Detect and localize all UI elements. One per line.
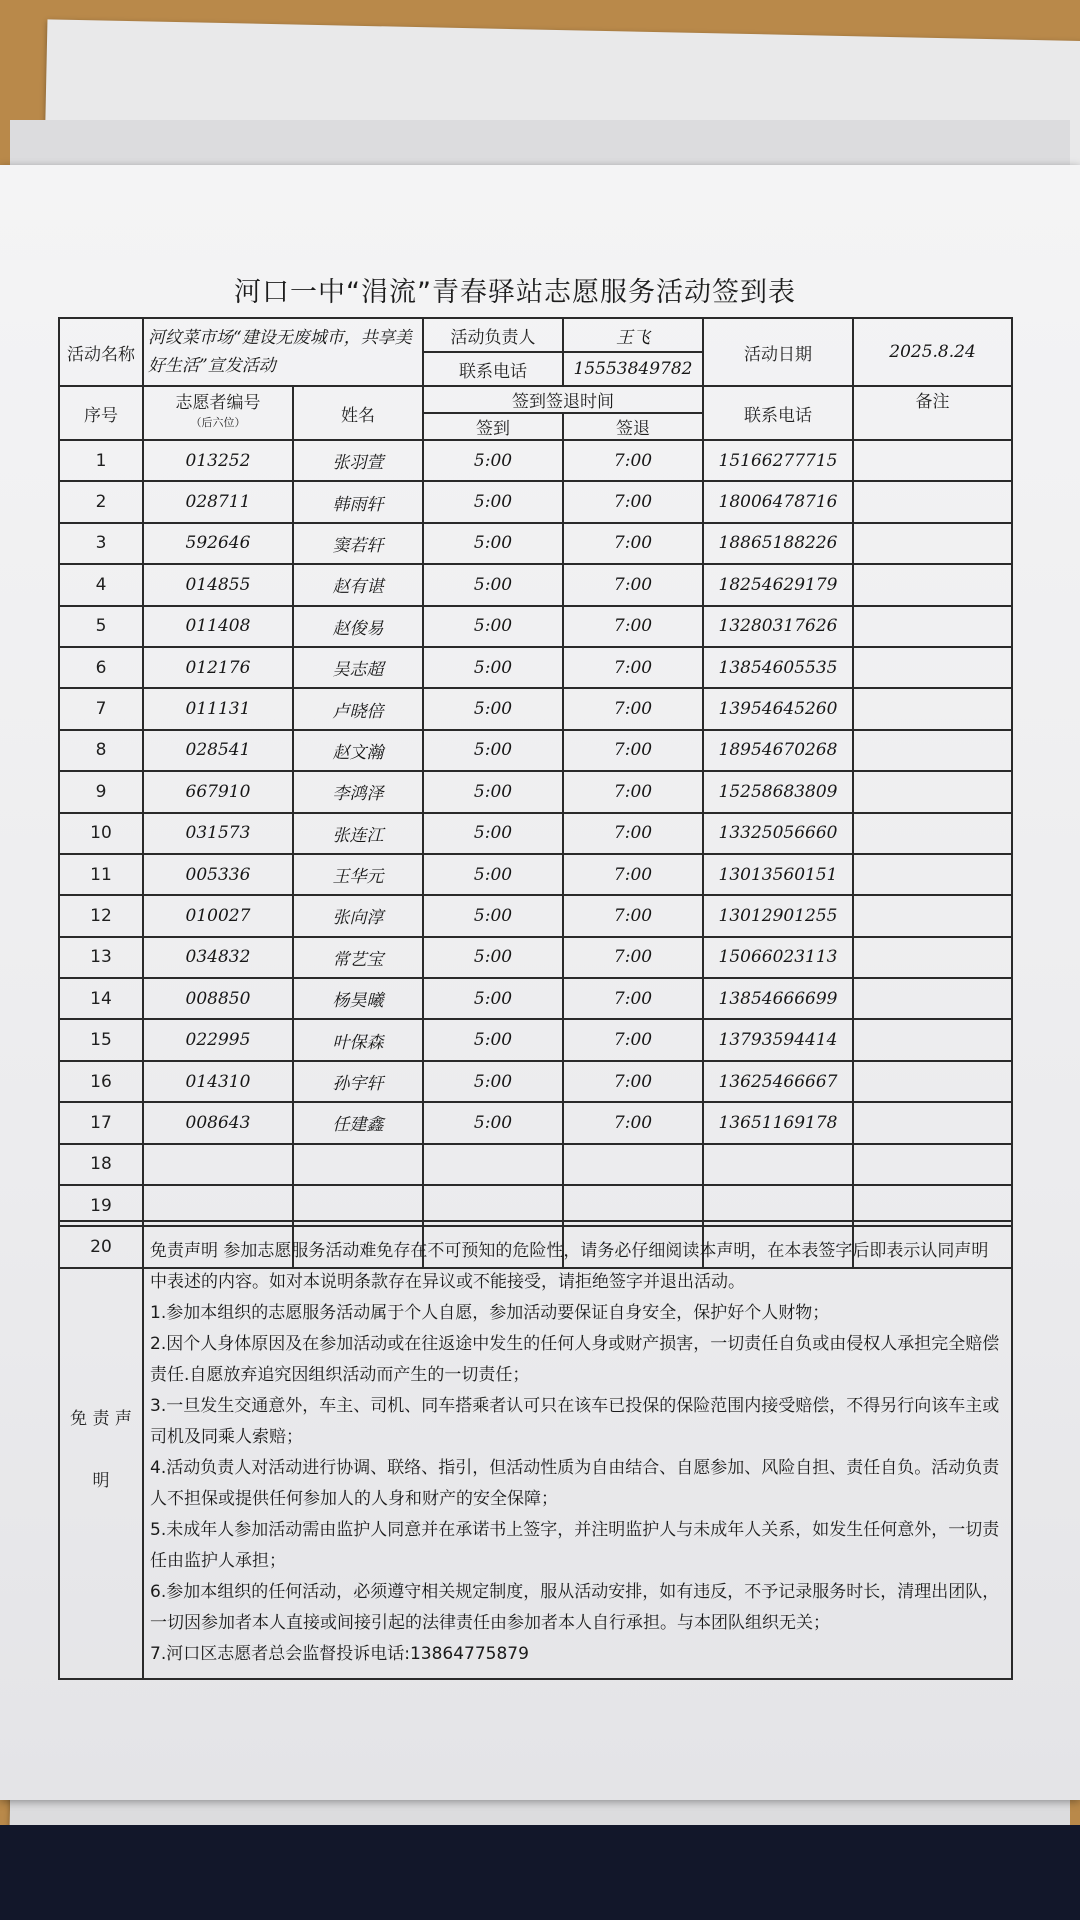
sign-in-time: 5:00 — [423, 1102, 563, 1143]
name-header: 姓名 — [293, 386, 423, 440]
disclaimer-table — [58, 1220, 1013, 1680]
row-number: 9 — [59, 771, 143, 812]
disclaimer-item: 1.参加本组织的志愿服务活动属于个人自愿，参加活动要保证自身安全，保护好个人财物； — [150, 1303, 830, 1323]
volunteer-id: 008850 — [143, 978, 293, 1019]
leader-value: 王飞 — [563, 318, 703, 352]
volunteer-phone: 18954670268 — [703, 730, 853, 771]
remark — [853, 895, 1012, 936]
row-number: 12 — [59, 895, 143, 936]
sign-in-time: 5:00 — [423, 440, 563, 481]
volunteer-name: 杨昊曦 — [293, 978, 423, 1019]
volunteer-phone: 15066023113 — [703, 937, 853, 978]
remark — [853, 440, 1012, 481]
volunteer-id-header-sub: （后六位） — [190, 416, 246, 429]
volunteer-id: 010027 — [143, 895, 293, 936]
table-row — [59, 440, 1012, 481]
volunteer-phone: 13854605535 — [703, 647, 853, 688]
sign-in-time: 5:00 — [423, 1019, 563, 1060]
remark — [853, 730, 1012, 771]
remark — [853, 813, 1012, 854]
volunteer-id — [143, 1144, 293, 1185]
volunteer-phone: 13651169178 — [703, 1102, 853, 1143]
sign-out-time: 7:00 — [563, 481, 703, 522]
table-row — [59, 481, 1012, 522]
volunteer-id: 592646 — [143, 523, 293, 564]
signin-time-header: 签到签退时间 — [423, 386, 703, 413]
disclaimer-text — [143, 1221, 1012, 1679]
volunteer-phone: 13854666699 — [703, 978, 853, 1019]
table-row — [59, 606, 1012, 647]
sign-out-time: 7:00 — [563, 1019, 703, 1060]
remark — [853, 481, 1012, 522]
sign-in-time: 5:00 — [423, 647, 563, 688]
volunteer-phone: 18865188226 — [703, 523, 853, 564]
sign-out-time: 7:00 — [563, 606, 703, 647]
sign-out-time: 7:00 — [563, 647, 703, 688]
volunteer-phone — [703, 1144, 853, 1185]
disclaimer-item: 4.活动负责人对活动进行协调、联络、指引，但活动性质为自由结合、自愿参加、风险自担、责任自负。活动负责人不担保或提供任何参加人的人身和财产的安全保障； — [150, 1458, 1000, 1509]
sign-in-time: 5:00 — [423, 1061, 563, 1102]
sign-in-sheet — [0, 165, 1080, 1800]
remark-header: 备注 — [853, 386, 1012, 440]
row-number: 8 — [59, 730, 143, 771]
sign-out-time: 7:00 — [563, 1102, 703, 1143]
table-row — [59, 1144, 1012, 1185]
volunteer-id: 014855 — [143, 564, 293, 605]
table-row — [59, 937, 1012, 978]
remark — [853, 771, 1012, 812]
table-row — [59, 564, 1012, 605]
volunteer-id: 031573 — [143, 813, 293, 854]
volunteer-phone: 15258683809 — [703, 771, 853, 812]
volunteer-name: 张向淳 — [293, 895, 423, 936]
sign-in-time: 5:00 — [423, 813, 563, 854]
row-number: 20 — [59, 1226, 143, 1267]
sign-in-time: 5:00 — [423, 481, 563, 522]
row-number: 11 — [59, 854, 143, 895]
volunteer-name: 卢晓倍 — [293, 688, 423, 729]
sign-out-time: 7:00 — [563, 978, 703, 1019]
sign-out-time: 7:00 — [563, 730, 703, 771]
remark — [853, 978, 1012, 1019]
row-number: 6 — [59, 647, 143, 688]
disclaimer-item: 7.河口区志愿者总会监督投诉电话:13864775879 — [150, 1644, 529, 1664]
disclaimer-side-label: 免 责 声 明 — [59, 1221, 143, 1679]
volunteer-phone: 18254629179 — [703, 564, 853, 605]
sign-in-time: 5:00 — [423, 937, 563, 978]
remark — [853, 937, 1012, 978]
volunteer-id-header-label: 志愿者编号 — [175, 393, 261, 413]
volunteer-id: 667910 — [143, 771, 293, 812]
activity-name-label: 活动名称 — [59, 318, 143, 386]
disclaimer-item: 2.因个人身体原因及在参加活动或在往返途中发生的任何人身或财产损害，一切责任自负或由侵权人承担完全赔偿责任.自愿放弃追究因组织活动而产生的一切责任； — [150, 1334, 1000, 1385]
remark — [853, 1019, 1012, 1060]
sign-in-time: 5:00 — [423, 854, 563, 895]
row-number: 16 — [59, 1061, 143, 1102]
volunteer-name: 张羽萱 — [293, 440, 423, 481]
remark — [853, 564, 1012, 605]
volunteer-id: 011131 — [143, 688, 293, 729]
table-row — [59, 813, 1012, 854]
volunteer-id: 022995 — [143, 1019, 293, 1060]
table-row — [59, 1019, 1012, 1060]
row-number: 5 — [59, 606, 143, 647]
leader-label: 活动负责人 — [423, 318, 563, 352]
activity-date-label: 活动日期 — [703, 318, 853, 386]
table-row — [59, 854, 1012, 895]
row-number: 2 — [59, 481, 143, 522]
disclaimer-item: 5.未成年人参加活动需由监护人同意并在承诺书上签字，并注明监护人与未成年人关系，如发生任何意外，一切责任由监护人承担； — [150, 1520, 1000, 1571]
sign-out-time: 7:00 — [563, 523, 703, 564]
index-header: 序号 — [59, 386, 143, 440]
volunteer-id: 028541 — [143, 730, 293, 771]
table-row — [59, 523, 1012, 564]
leader-phone-label: 联系电话 — [423, 352, 563, 386]
leader-phone-value: 15553849782 — [563, 352, 703, 386]
phone-header: 联系电话 — [703, 386, 853, 440]
row-number: 1 — [59, 440, 143, 481]
volunteer-name: 李鸿泽 — [293, 771, 423, 812]
volunteer-phone: 15166277715 — [703, 440, 853, 481]
volunteer-name: 赵有谌 — [293, 564, 423, 605]
row-number: 13 — [59, 937, 143, 978]
volunteer-phone: 13793594414 — [703, 1019, 853, 1060]
sign-in-table — [58, 317, 1013, 1269]
sign-in-time: 5:00 — [423, 606, 563, 647]
volunteer-id: 028711 — [143, 481, 293, 522]
disclaimer-item: 6.参加本组织的任何活动，必须遵守相关规定制度，服从活动安排，如有违反，不予记录服务时长，清理出团队，一切因参加者本人直接或间接引起的法律责任由参加者本人自行承担。与本团队组织无关； — [150, 1582, 1000, 1633]
table-row — [59, 895, 1012, 936]
sign-out-time: 7:00 — [563, 813, 703, 854]
remark — [853, 854, 1012, 895]
row-number: 15 — [59, 1019, 143, 1060]
page-title: 河口一中“涓流”青春驿站志愿服务活动签到表 — [234, 277, 796, 308]
sign-out-time: 7:00 — [563, 895, 703, 936]
volunteer-id: 014310 — [143, 1061, 293, 1102]
remark — [853, 606, 1012, 647]
sign-out-time: 7:00 — [563, 771, 703, 812]
sign-in-header: 签到 — [423, 413, 563, 440]
activity-date-value: 2025.8.24 — [853, 318, 1012, 386]
remark — [853, 1144, 1012, 1185]
sign-out-time: 7:00 — [563, 440, 703, 481]
sign-out-time: 7:00 — [563, 854, 703, 895]
volunteer-name: 赵文瀚 — [293, 730, 423, 771]
sign-in-time: 5:00 — [423, 771, 563, 812]
sign-in-time: 5:00 — [423, 978, 563, 1019]
remark — [853, 647, 1012, 688]
disclaimer-item: 3.一旦发生交通意外，车主、司机、同车搭乘者认可只在该车已投保的保险范围内接受赔偿，不得另行向该车主或司机及同乘人索赔； — [150, 1396, 1000, 1447]
volunteer-phone: 13013560151 — [703, 854, 853, 895]
remark — [853, 688, 1012, 729]
volunteer-id-header — [143, 386, 293, 440]
sign-out-time — [563, 1144, 703, 1185]
row-number: 3 — [59, 523, 143, 564]
table-row — [59, 1061, 1012, 1102]
volunteer-name: 常艺宝 — [293, 937, 423, 978]
table-row — [59, 771, 1012, 812]
table-row — [59, 730, 1012, 771]
sign-out-time: 7:00 — [563, 1061, 703, 1102]
sign-out-time: 7:00 — [563, 688, 703, 729]
row-number: 19 — [59, 1185, 143, 1226]
volunteer-name: 任建鑫 — [293, 1102, 423, 1143]
sign-out-time: 7:00 — [563, 564, 703, 605]
remark — [853, 523, 1012, 564]
sign-in-time: 5:00 — [423, 523, 563, 564]
volunteer-id: 013252 — [143, 440, 293, 481]
table-row — [59, 647, 1012, 688]
volunteer-phone: 13625466667 — [703, 1061, 853, 1102]
volunteer-name: 吴志超 — [293, 647, 423, 688]
volunteer-name: 王华元 — [293, 854, 423, 895]
sign-in-time — [423, 1144, 563, 1185]
volunteer-phone: 13280317626 — [703, 606, 853, 647]
row-number: 7 — [59, 688, 143, 729]
sign-in-time: 5:00 — [423, 730, 563, 771]
volunteer-name: 韩雨轩 — [293, 481, 423, 522]
volunteer-phone: 13954645260 — [703, 688, 853, 729]
volunteer-phone: 13012901255 — [703, 895, 853, 936]
disclaimer-intro: 免责声明 参加志愿服务活动难免存在不可预知的危险性，请务必仔细阅读本声明，在本表签字后即表示认同声明中表述的内容。如对本说明条款存在异议或不能接受，请拒绝签字并退出活动。 — [150, 1241, 989, 1292]
volunteer-phone: 13325056660 — [703, 813, 853, 854]
volunteer-name: 赵俊易 — [293, 606, 423, 647]
row-number: 10 — [59, 813, 143, 854]
sign-in-time: 5:00 — [423, 895, 563, 936]
volunteer-id: 034832 — [143, 937, 293, 978]
volunteer-name: 孙宇轩 — [293, 1061, 423, 1102]
row-number: 14 — [59, 978, 143, 1019]
row-number: 17 — [59, 1102, 143, 1143]
volunteer-id: 005336 — [143, 854, 293, 895]
volunteer-name: 叶保森 — [293, 1019, 423, 1060]
activity-name-value: 河纹菜市场“建设无废城市，共享美好生活”宣发活动 — [143, 318, 423, 386]
row-number: 18 — [59, 1144, 143, 1185]
row-number: 4 — [59, 564, 143, 605]
sign-in-time: 5:00 — [423, 564, 563, 605]
volunteer-id: 011408 — [143, 606, 293, 647]
sign-in-time: 5:00 — [423, 688, 563, 729]
volunteer-name: 张连江 — [293, 813, 423, 854]
volunteer-id: 008643 — [143, 1102, 293, 1143]
volunteer-name — [293, 1144, 423, 1185]
volunteer-id: 012176 — [143, 647, 293, 688]
table-row — [59, 688, 1012, 729]
remark — [853, 1061, 1012, 1102]
remark — [853, 1102, 1012, 1143]
volunteer-name: 窦若轩 — [293, 523, 423, 564]
volunteer-phone: 18006478716 — [703, 481, 853, 522]
table-row — [59, 978, 1012, 1019]
table-surface — [0, 1825, 1080, 1920]
sign-out-header: 签退 — [563, 413, 703, 440]
table-row — [59, 1102, 1012, 1143]
sign-out-time: 7:00 — [563, 937, 703, 978]
